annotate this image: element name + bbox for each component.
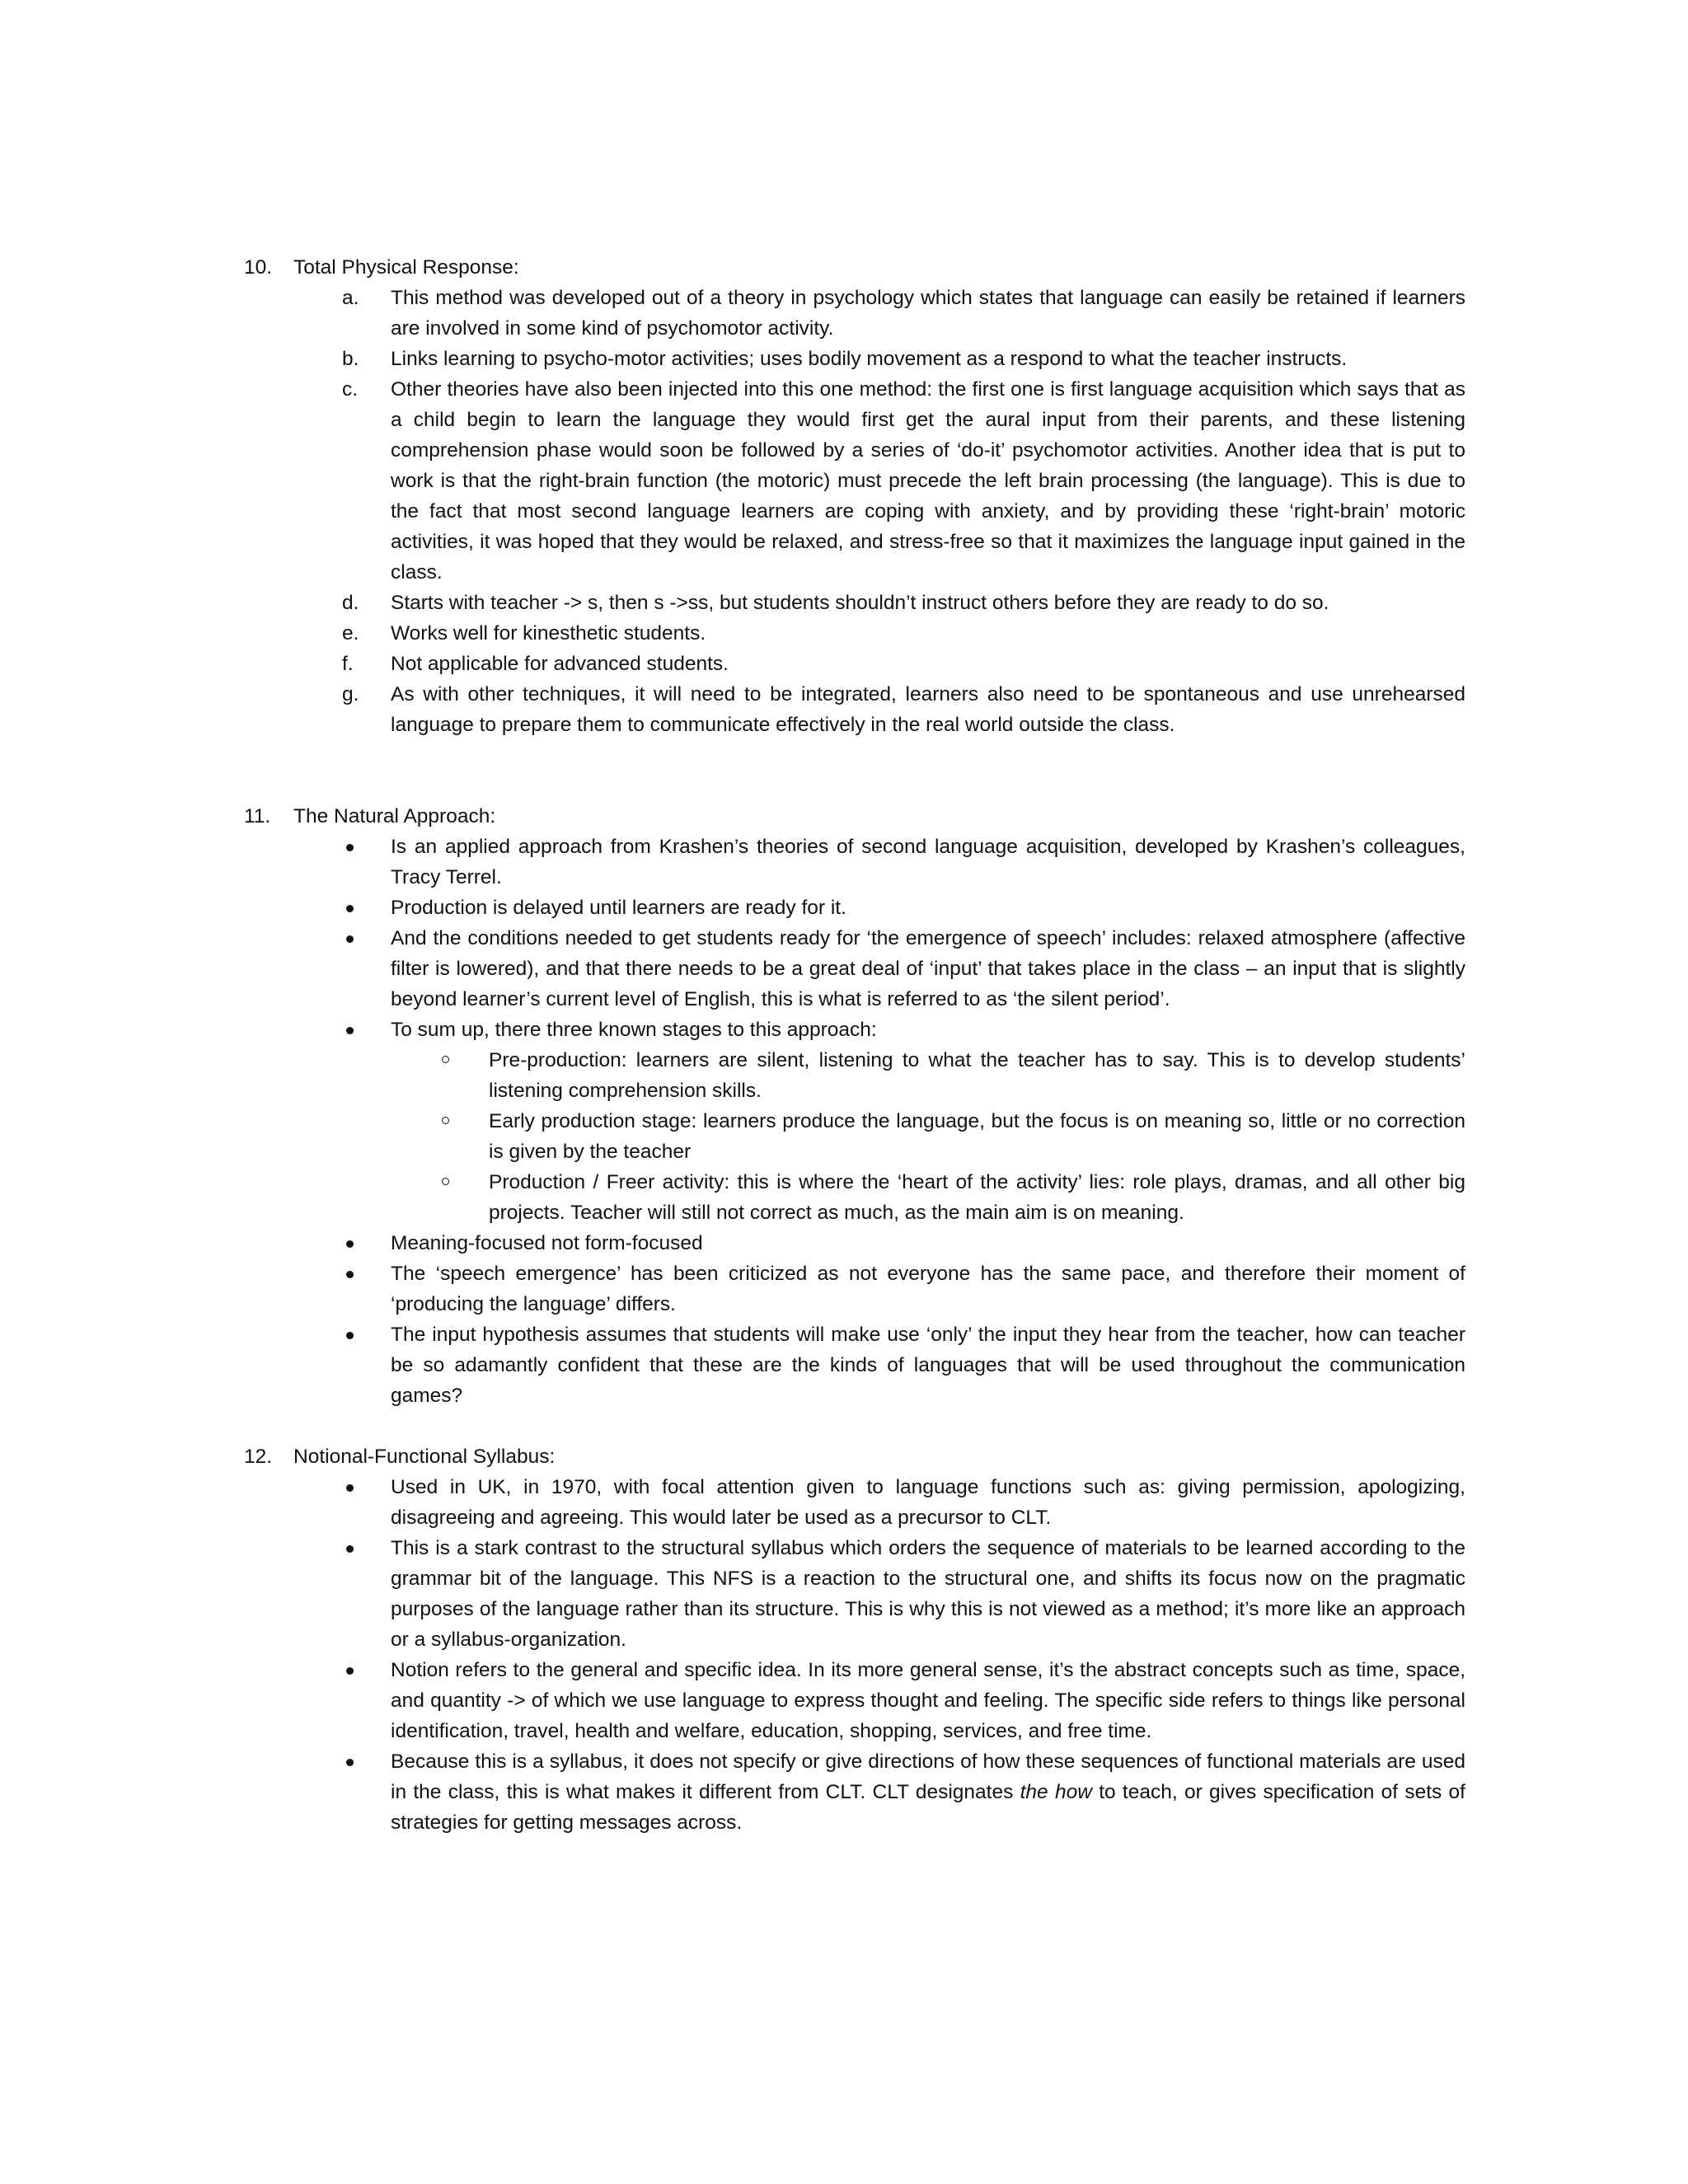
hollow-bullet-icon — [442, 1117, 449, 1124]
section-spacer — [244, 1411, 1465, 1441]
list-marker: c. — [342, 378, 359, 401]
sublist-item — [244, 1167, 1465, 1228]
sublist-item-text: Early production stage: learners produce the language, but the focus is on meaning so, little or no correction is given by the teacher — [489, 1110, 1465, 1163]
list-item-text: The ‘speech emergence’ has been criticized as not everyone has the same pace, and therefore their moment of ‘producing the language’ differs. — [391, 1263, 1465, 1315]
list-item — [244, 588, 1465, 618]
list-item-text: Not applicable for advanced students. — [391, 653, 729, 675]
stages-sublist — [244, 1045, 1465, 1228]
list-item-text: The input hypothesis assumes that students will make use ‘only’ the input they hear from the teacher, how can teacher be so adamantly confident that these are the kinds of languages that will be used throughout the communication games? — [391, 1324, 1465, 1407]
list-marker: g. — [342, 683, 359, 705]
section-title: Total Physical Response: — [293, 256, 519, 279]
list-item-text: Starts with teacher -> s, then s ->ss, but students shouldn’t instruct others before they are ready to do so. — [391, 592, 1329, 614]
bullet-icon — [346, 1484, 354, 1492]
list-item — [244, 1746, 1465, 1838]
section-heading — [244, 252, 1465, 283]
list-item — [244, 1228, 1465, 1258]
section-number: 11. — [244, 805, 271, 827]
list-marker: a. — [342, 287, 359, 309]
bullet-list — [244, 1228, 1465, 1411]
list-item-text: Is an applied approach from Krashen’s theories of second language acquisition, developed by Krashen’s colleagues, Tracy Terrel. — [391, 836, 1465, 888]
list-marker: d. — [342, 592, 359, 614]
list-item-text: As with other techniques, it will need to be integrated, learners also need to be spontaneous and use unrehearsed language to prepare them to communicate effectively in the real world outside the class. — [391, 683, 1465, 736]
text-segment: Because this is a syllabus, it does not specify or give directions of how these sequences of functional materials are used in the class, this is what makes it different from CLT. CLT designates — [391, 1750, 1465, 1803]
section-spacer — [244, 740, 1465, 801]
list-item — [244, 1533, 1465, 1655]
list-item — [244, 1472, 1465, 1533]
list-item-text: To sum up, there three known stages to this approach: — [391, 1019, 877, 1041]
section-total-physical-response — [244, 252, 1465, 740]
list-item-text: Meaning-focused not form-focused — [391, 1232, 703, 1254]
section-number: 10. — [244, 256, 273, 279]
bullet-icon — [346, 905, 354, 912]
list-item — [244, 344, 1465, 374]
list-item-text: Used in UK, in 1970, with focal attention given to language functions such as: giving permission, apologizing, disagreeing and agreeing. This would later be used as a precursor to CLT. — [391, 1476, 1465, 1529]
hollow-bullet-icon — [442, 1056, 449, 1063]
bullet-icon — [346, 1667, 354, 1675]
list-item-text — [391, 1750, 1465, 1834]
bullet-icon — [346, 935, 354, 943]
list-item — [244, 374, 1465, 588]
hollow-bullet-icon — [442, 1178, 449, 1185]
list-item-text: And the conditions needed to get students ready for ‘the emergence of speech’ includes: relaxed atmosphere (affective filter is lowered), and that there needs to be a great deal of ‘input’ that takes place in the class – an input that is slightly beyond learner’s current level of English, this is what is referred to as ‘the silent period’. — [391, 927, 1465, 1010]
list-item-text: Links learning to psycho-motor activities; uses bodily movement as a respond to what the teacher instructs. — [391, 348, 1348, 370]
list-item-text: This method was developed out of a theory in psychology which states that language can easily be retained if learners are involved in some kind of psychomotor activity. — [391, 287, 1465, 340]
list-item-text: Notion refers to the general and specific idea. In its more general sense, it’s the abstract concepts such as time, space, and quantity -> of which we use language to express thought and feeling. The specific side refers to things like personal identification, travel, health and welfare, education, shopping, services, and free time. — [391, 1659, 1465, 1742]
list-item — [244, 1655, 1465, 1746]
section-natural-approach — [244, 801, 1465, 1411]
text-segment: to teach, or gives specification of sets of strategies for getting messages across. — [391, 1781, 1465, 1834]
section-title: Notional-Functional Syllabus: — [293, 1446, 556, 1468]
sublist-item-text: Production / Freer activity: this is where the ‘heart of the activity’ lies: role plays, dramas, and all other big projects. Teacher will still not correct as much, as the main aim is on meaning. — [489, 1171, 1465, 1224]
list-item — [244, 1258, 1465, 1319]
list-item — [244, 1015, 1465, 1045]
bullet-icon — [346, 1271, 354, 1278]
bullet-icon — [346, 1332, 354, 1339]
section-notional-functional-syllabus — [244, 1441, 1465, 1838]
section-title: The Natural Approach: — [293, 805, 496, 827]
sublist-item — [244, 1045, 1465, 1106]
list-marker: f. — [342, 653, 354, 675]
bullet-icon — [346, 1027, 354, 1034]
list-item — [244, 618, 1465, 649]
list-item — [244, 283, 1465, 344]
bullet-icon — [346, 1545, 354, 1553]
section-heading — [244, 801, 1465, 832]
list-item — [244, 679, 1465, 740]
list-marker: b. — [342, 348, 359, 370]
list-item — [244, 649, 1465, 679]
bullet-icon — [346, 1240, 354, 1248]
emphasized-text: the how — [1020, 1781, 1092, 1803]
bullet-list — [244, 1472, 1465, 1838]
sublist-item — [244, 1106, 1465, 1167]
list-item-text: This is a stark contrast to the structural syllabus which orders the sequence of materials to be learned according to the grammar bit of the language. This NFS is a reaction to the structural one, and shifts its focus now on the pragmatic purposes of the language rather than its structure. This is why this is not viewed as a method; it’s more like an approach or a syllabus-organization. — [391, 1537, 1465, 1651]
list-item-text: Other theories have also been injected into this one method: the first one is first language acquisition which says that as a child begin to learn the language they would first get the aural input from their parents, and these listening comprehension phase would soon be followed by a series of ‘do-it’ psychomotor activities. Another idea that is put to work is that the right-brain function (the motoric) must precede the left brain processing (the language). This is due to the fact that most second language learners are coping with anxiety, and by providing these ‘right-brain’ motoric activities, it was hoped that they would be relaxed, and stress-free so that it maximizes the language input gained in the class. — [391, 378, 1465, 583]
list-item-text: Production is delayed until learners are ready for it. — [391, 897, 846, 919]
sublist-item-text: Pre-production: learners are silent, listening to what the teacher has to say. This is to develop students’ listening comprehension skills. — [489, 1049, 1465, 1102]
section-number: 12. — [244, 1446, 273, 1468]
section-heading — [244, 1441, 1465, 1472]
list-item — [244, 1319, 1465, 1411]
list-item-text: Works well for kinesthetic students. — [391, 622, 706, 644]
bullet-list — [244, 832, 1465, 1045]
list-marker: e. — [342, 622, 359, 644]
list-item — [244, 923, 1465, 1015]
document-body — [244, 252, 1465, 1838]
bullet-icon — [346, 1759, 354, 1766]
list-item — [244, 893, 1465, 923]
bullet-icon — [346, 844, 354, 851]
list-item — [244, 832, 1465, 893]
lettered-list — [244, 283, 1465, 740]
